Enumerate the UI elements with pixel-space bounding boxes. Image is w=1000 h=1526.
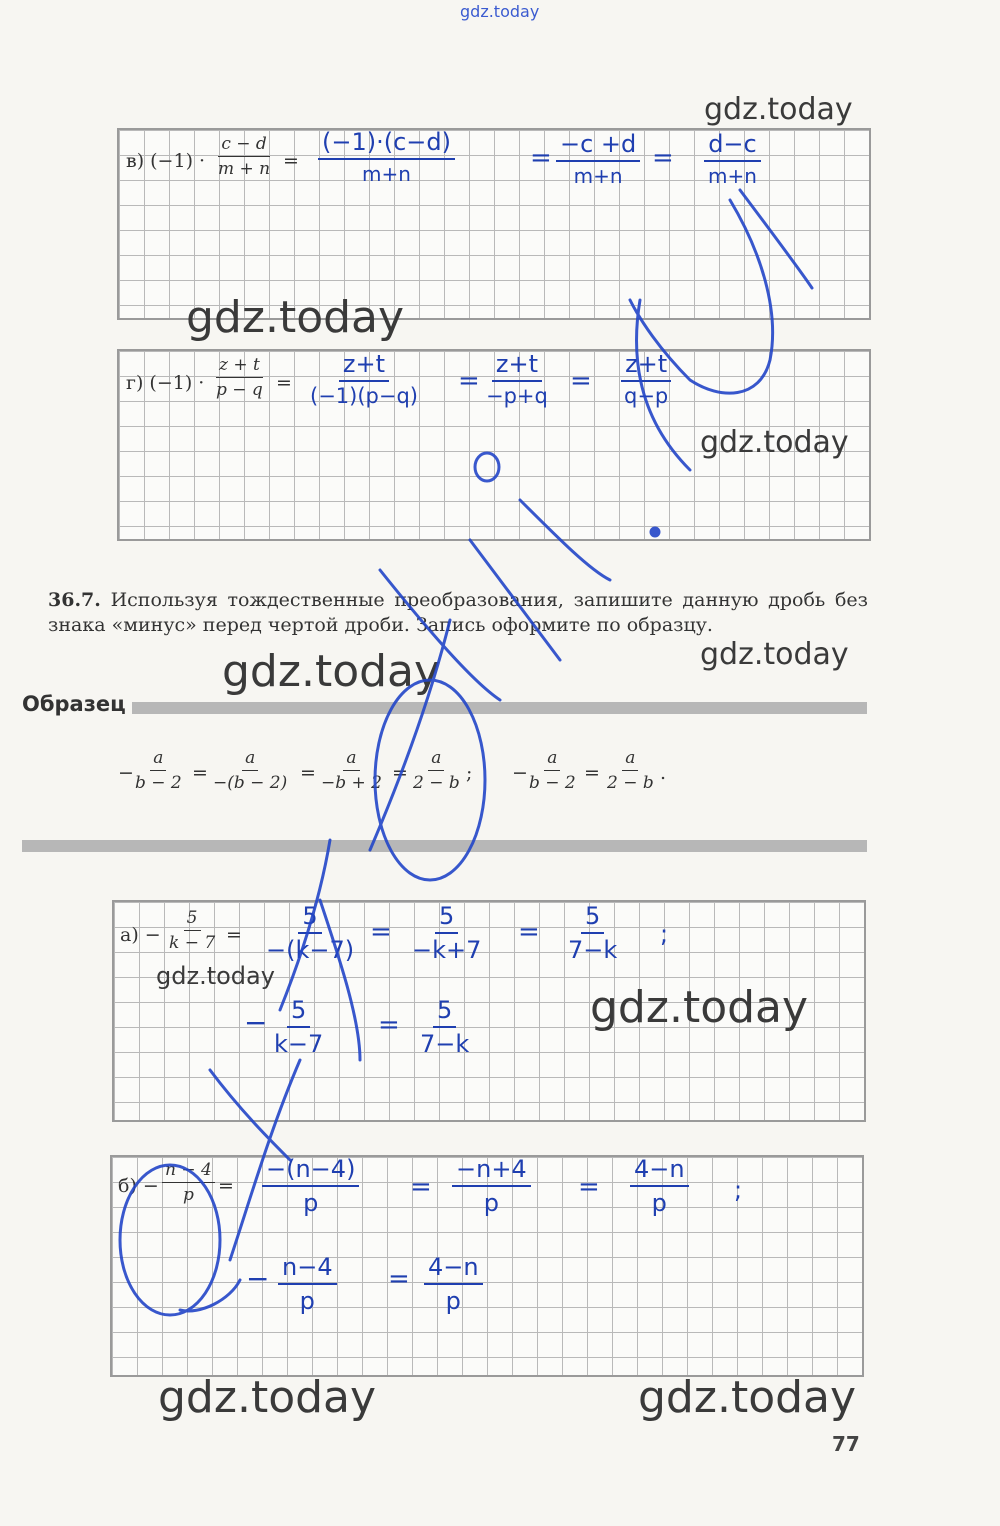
ex-a-hw-eq: = [518,917,540,947]
ex-v-hw-eq1: = [530,143,552,173]
ex-g-label: г) (−1) · [126,372,205,394]
ex-b-hw-step3: 4−n p [630,1155,689,1217]
ex-a-hw-step3: 5 7−k [568,902,618,964]
sample-eq: = [584,762,600,784]
ex-g-hw-step2: z+t −p+q [486,350,548,408]
ex-g-eq: = [276,372,292,394]
sample-frac-2: $\frac{a}{-(b - 2)}$ [213,748,288,793]
sample-semicolon: ; [466,762,473,784]
ex-g-hw-eq1: = [458,366,480,396]
ex-b-hw-step1: −(n−4) p [262,1155,359,1217]
ex-a-label: а) − [120,924,161,946]
sample-frac-5: $\frac{a}{b - 2}$ [529,748,576,793]
watermark: gdz.today [704,92,853,127]
sample-eq: = [192,762,208,784]
watermark: gdz.today [158,1372,377,1423]
watermark: gdz.today [700,637,849,672]
ex-v-den: m + n [218,159,271,179]
watermark-top: gdz.today [460,2,540,21]
ex-v-hw-eq2: = [652,143,674,173]
watermark: gdz.today [700,425,849,460]
sample-eq: = [392,762,408,784]
ex-a-hw-step5: 5 7−k [420,996,470,1058]
ex-v-hw-step1: (−1)·(c−d) m+n [318,128,455,186]
ex-b-fraction: $\frac{n - 4}{p}$ [162,1160,215,1205]
sample-label: Образец [22,692,126,716]
watermark: gdz.today [156,962,275,990]
ex-v-eq: = [283,150,299,172]
ex-g-fraction: $\frac{z + t}{p - q}$ [216,355,263,400]
ex-b-hw-step5: 4−n p [424,1253,483,1315]
ex-b-hw-step4: n−4 p [278,1253,337,1315]
ex-a-hw-step4: 5 k−7 [274,996,324,1058]
ex-v-hw-step3: d−c m+n [704,130,761,188]
ex-a-eq: = [226,924,242,946]
ex-b-hw-eq: = [388,1264,410,1294]
ex-a-hw-semicolon: ; [660,920,669,948]
ex-b-hw-eq: = [578,1172,600,1202]
ex-b-hw-eq: = [410,1172,432,1202]
task-text: Используя тождественные преобразования, запишите данную дробь без знака «минус» перед чертой дроби. Запись оформите по образцу. [48,589,868,636]
sample-minus-2: − [512,762,528,784]
ex-v-num: c − d [218,134,269,157]
watermark: gdz.today [222,646,441,697]
ex-v-label: в) (−1) · [126,150,206,172]
ex-a-hw-step2: 5 −k+7 [412,902,482,964]
ex-a-hw-minus: − [244,1006,268,1039]
watermark: gdz.today [638,1372,857,1423]
ex-b-hw-minus: − [246,1262,270,1295]
ex-b-label: б) − [118,1175,159,1197]
ex-b-eq: = [218,1175,234,1197]
page-number: 77 [832,1432,860,1456]
ex-b-hw-step2: −n+4 p [452,1155,531,1217]
ex-g-hw-step3: z+t q−p [620,350,672,408]
ex-b-hw-semicolon: ; [734,1176,743,1204]
sample-frac-3: $\frac{a}{-b + 2}$ [321,748,382,793]
ex-a-hw-eq: = [370,917,392,947]
sample-frac-6: $\frac{a}{2 - b}$ [607,748,654,793]
watermark: gdz.today [590,982,809,1033]
ex-g-hw-step1: z+t (−1)(p−q) [310,350,418,408]
ex-a-hw-eq: = [378,1010,400,1040]
ex-v-hw-step2: −c +d m+n [556,130,640,188]
sample-frac-1: $\frac{a}{b - 2}$ [135,748,182,793]
ex-a-hw-step1: 5 −(k−7) [266,902,355,964]
sample-minus-1: − [118,762,134,784]
ex-g-hw-eq2: = [570,366,592,396]
sample-frac-4: $\frac{a}{2 - b}$ [413,748,460,793]
sample-eq: = [300,762,316,784]
task-number: 36.7. [48,589,101,611]
watermark: gdz.today [186,292,405,343]
ex-a-fraction: $\frac{5}{k - 7}$ [169,908,216,953]
sample-dot: . [660,762,667,784]
